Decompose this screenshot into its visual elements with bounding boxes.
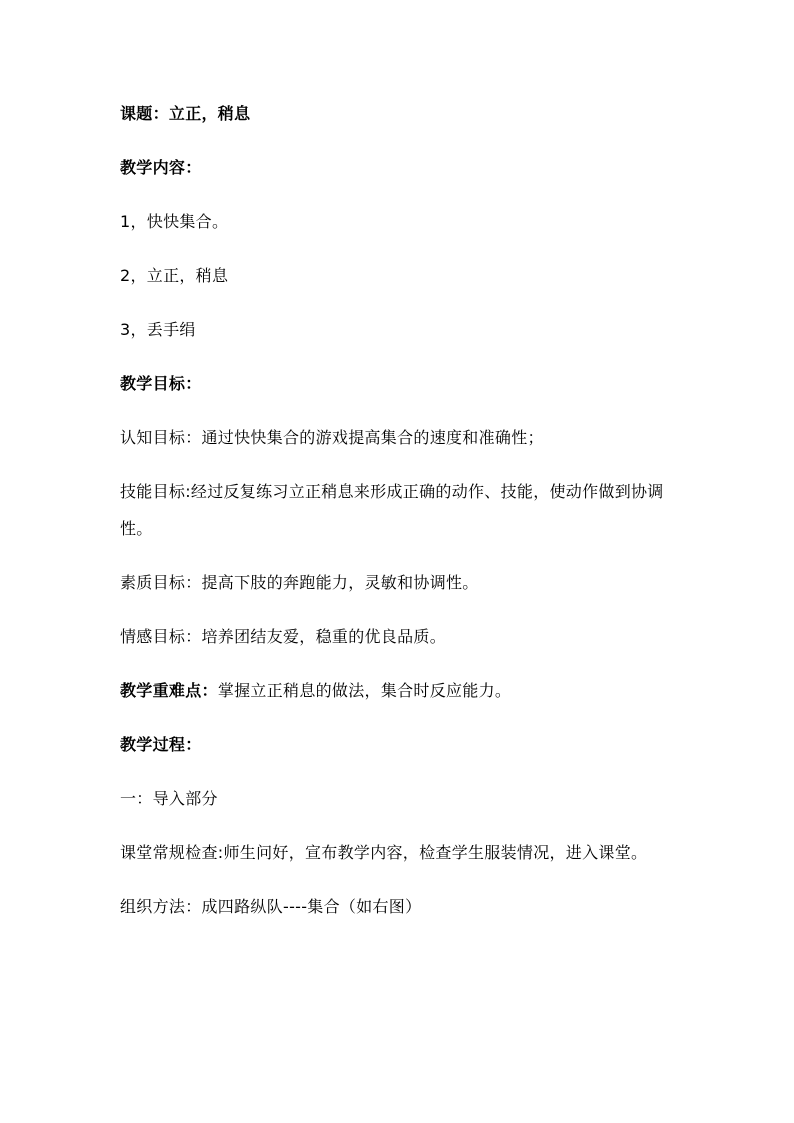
content-item-1: 1，快快集合。 xyxy=(120,212,229,231)
key-difficulties xyxy=(120,677,682,704)
objective-emotional: 情感目标：培养团结友爱，稳重的优良品质。 xyxy=(120,627,447,646)
objective-skill: 技能目标:经过反复练习立正稍息来形成正确的动作、技能，使动作做到协调性。 xyxy=(120,482,664,538)
document-body xyxy=(120,100,682,947)
section-heading-process: 教学过程： xyxy=(120,735,202,754)
organization-method: 组织方法：成四路纵队----集合（如右图） xyxy=(120,897,422,916)
process-part-1: 一：导入部分 xyxy=(120,789,218,808)
content-item-3: 3，丢手绢 xyxy=(120,320,196,339)
key-difficulties-label: 教学重难点： xyxy=(120,681,218,700)
lesson-title: 课题：立正，稍息 xyxy=(120,104,251,123)
key-difficulties-text: 掌握立正稍息的做法，集合时反应能力。 xyxy=(217,681,512,700)
section-heading-objectives: 教学目标： xyxy=(120,374,202,393)
content-item-2: 2，立正，稍息 xyxy=(120,266,229,285)
objective-quality: 素质目标：提高下肢的奔跑能力，灵敏和协调性。 xyxy=(120,573,479,592)
routine-check: 课堂常规检查:师生问好，宣布教学内容，检查学生服装情况，进入课堂。 xyxy=(120,843,648,862)
objective-cognitive: 认知目标：通过快快集合的游戏提高集合的速度和准确性； xyxy=(120,428,544,447)
section-heading-content: 教学内容： xyxy=(120,158,202,177)
